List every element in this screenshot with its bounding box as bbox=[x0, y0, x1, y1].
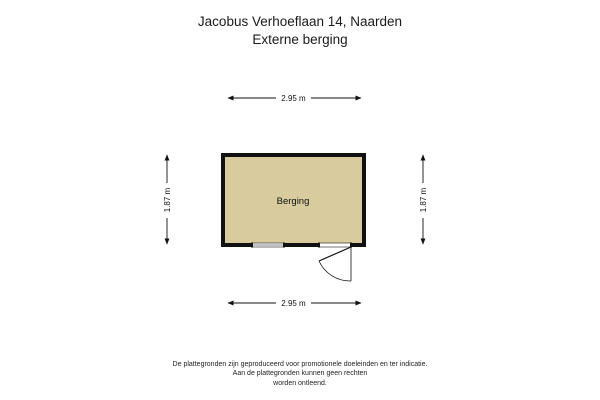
dimension-bottom bbox=[228, 299, 361, 308]
dimension-left-label: 1.87 m bbox=[163, 187, 172, 213]
floorplan-subtitle: Externe berging bbox=[252, 32, 348, 47]
dimension-right-label: 1.87 m bbox=[419, 187, 428, 213]
disclaimer-line-3: worden ontleend. bbox=[273, 379, 327, 387]
address-title: Jacobus Verhoeflaan 14, Naarden bbox=[197, 14, 403, 29]
dimension-left bbox=[163, 155, 172, 244]
window bbox=[251, 243, 285, 248]
room-label: Berging bbox=[276, 196, 310, 207]
dimension-right bbox=[419, 155, 428, 244]
door bbox=[318, 243, 352, 282]
disclaimer-line-2: Aan de plattegronden kunnen geen rechten bbox=[232, 370, 368, 378]
dimension-top-label: 2.95 m bbox=[281, 94, 306, 103]
disclaimer bbox=[0, 360, 600, 388]
dimension-top bbox=[228, 94, 361, 103]
dimension-bottom-label: 2.95 m bbox=[281, 299, 306, 308]
disclaimer-line-1: De plattegronden zijn geproduceerd voor promotionele doeleinden en ter indicatie. bbox=[172, 361, 428, 368]
